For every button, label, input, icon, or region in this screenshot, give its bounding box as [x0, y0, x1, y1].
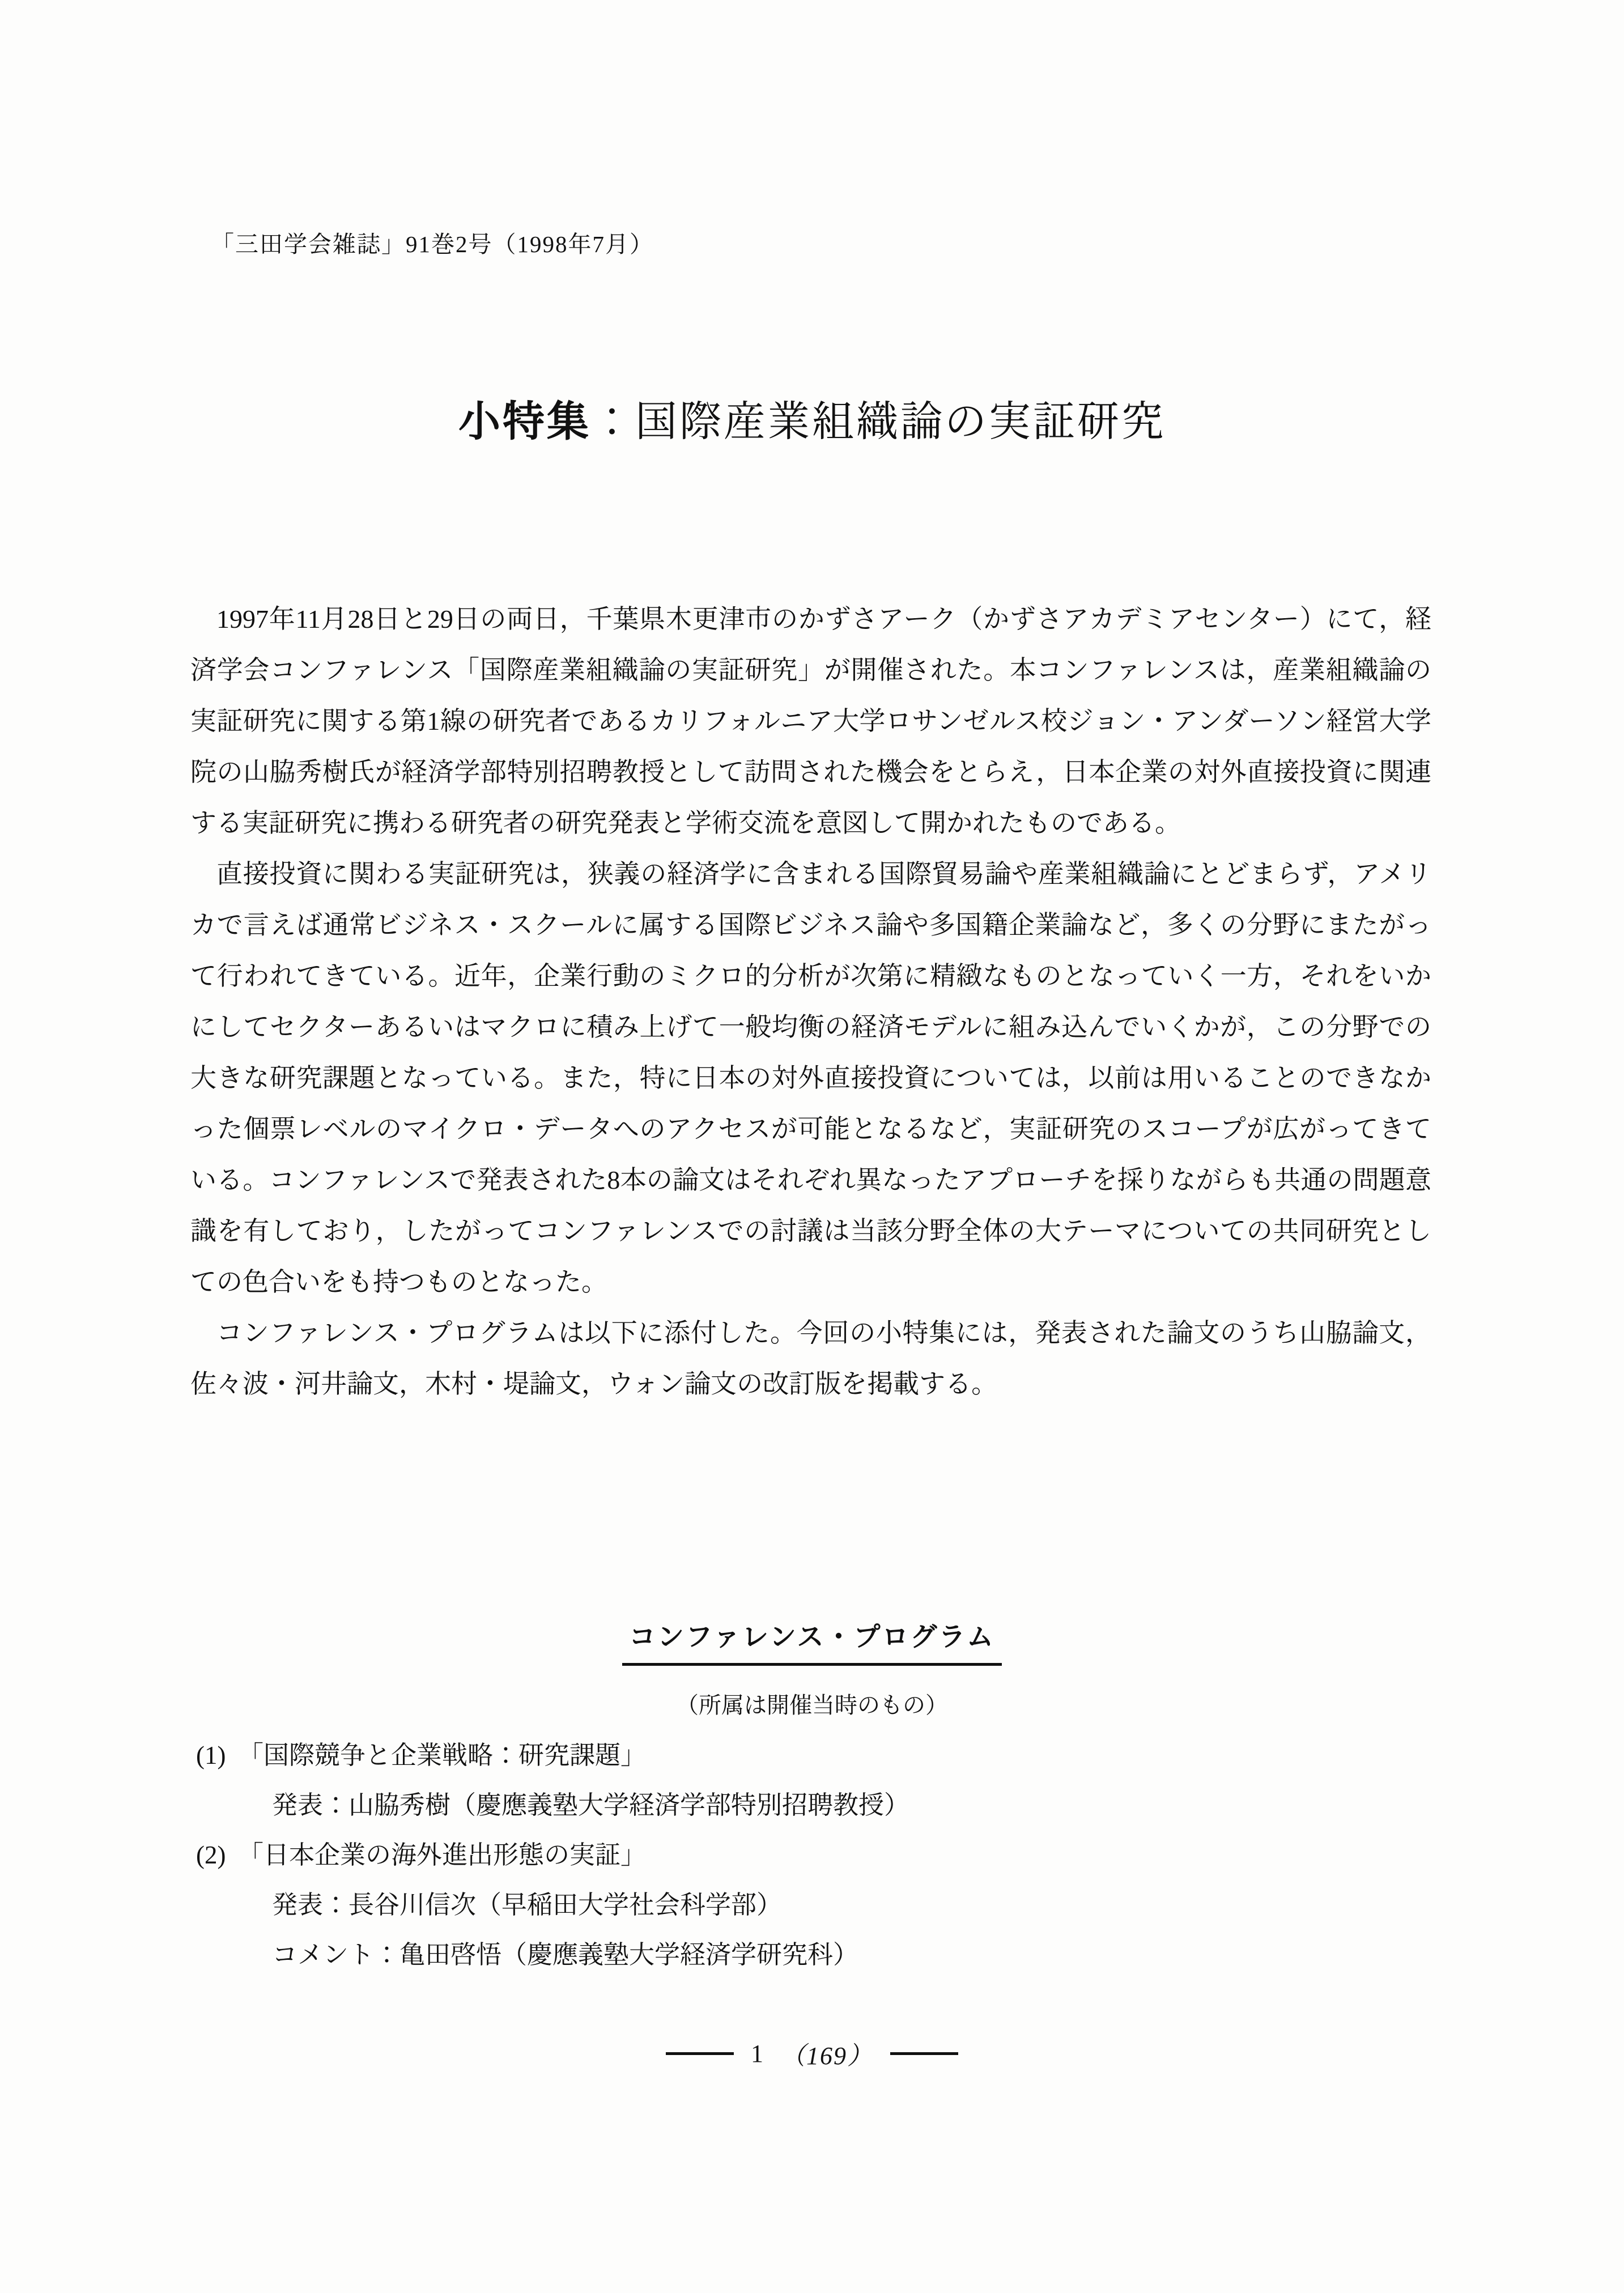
program-item-1-title-row	[196, 1730, 909, 1780]
program-heading	[0, 1616, 1624, 1666]
page-title	[0, 397, 1624, 448]
folio-number: （169）	[780, 2042, 873, 2070]
program-heading-text: コンファレンス・プログラム	[622, 1616, 1002, 1666]
program-item-1-title: 「国際競争と企業戦略：研究課題」	[238, 1741, 647, 1769]
page-number: 1	[751, 2039, 763, 2067]
program-item-2-number: (2)	[196, 1841, 226, 1869]
body-paragraph-3: コンファレンス・プログラムは以下に添付した。今回の小特集には，発表された論文のうち山脇論文，佐々波・河井論文，木村・堤論文，ウォン論文の改訂版を掲載する。	[190, 1318, 1431, 1398]
title-separator: ：	[591, 399, 635, 445]
page-footer	[0, 2035, 1624, 2071]
body-paragraph-1: 1997年11月28日と29日の両日，千葉県木更津市のかずさアーク（かずさアカデミアセンター）にて，経済学会コンファレンス「国際産業組織論の実証研究」が開催された。本コンファレンスは，産業組織論の実証研究に関する第1線の研究者であるカリフォルニア大学ロサンゼルス校ジョン・アンダーソン経営大学院の山脇秀樹氏が経済学部特別招聘教授として訪問された機会をとらえ，日本企業の対外直接投資に関連する実証研究に携わる研究者の研究発表と学術交流を意図して開かれたものである。	[190, 605, 1431, 837]
program-item-1-number: (1)	[196, 1741, 226, 1769]
body-paragraph-2: 直接投資に関わる実証研究は，狭義の経済学に含まれる国際貿易論や産業組織論にとどまらず，アメリカで言えば通常ビジネス・スクールに属する国際ビジネス論や多国籍企業論など，多くの分野にまたがって行われてきている。近年，企業行動のミクロ的分析が次第に精緻なものとなっていく一方，それをいかにしてセクターあるいはマクロに積み上げて一般均衡の経済モデルに組み込んでいくかが，この分野での大きな研究課題となっている。また，特に日本の対外直接投資については，以前は用いることのできなかった個票レベルのマイクロ・データへのアクセスが可能となるなど，実証研究のスコープが広がってきている。コンファレンスで発表された8本の論文はそれぞれ異なったアプローチを採りながらも共通の問題意識を有しており，したがってコンファレンスでの討議は当該分野全体の大テーマについての共同研究としての色合いをも持つものとなった。	[190, 860, 1431, 1296]
program-item-2	[196, 1830, 909, 1980]
program-item-1-presenter: 発表：山脇秀樹（慶應義塾大学経済学部特別招聘教授）	[272, 1791, 910, 1819]
footer-rule-right	[890, 2052, 958, 2055]
title-prefix: 小特集	[458, 398, 591, 445]
program-item-2-title-row	[196, 1830, 909, 1880]
article-body	[190, 594, 1431, 1410]
program-item-2-presenter: 発表：長谷川信次（早稲田大学社会科学部）	[272, 1891, 783, 1919]
footer-rule-left	[666, 2052, 734, 2055]
program-list	[196, 1730, 909, 1980]
journal-citation: 「三田学会雑誌」91巻2号（1998年7月）	[211, 231, 654, 257]
program-item-2-title: 「日本企業の海外進出形態の実証」	[238, 1841, 647, 1869]
title-main: 国際産業組織論の実証研究	[635, 399, 1166, 445]
program-item-1	[196, 1730, 909, 1830]
program-affiliation-note: （所属は開催当時のもの）	[676, 1692, 948, 1718]
program-item-2-commenter: コメント：亀田啓悟（慶應義塾大学経済学研究科）	[272, 1941, 859, 1969]
